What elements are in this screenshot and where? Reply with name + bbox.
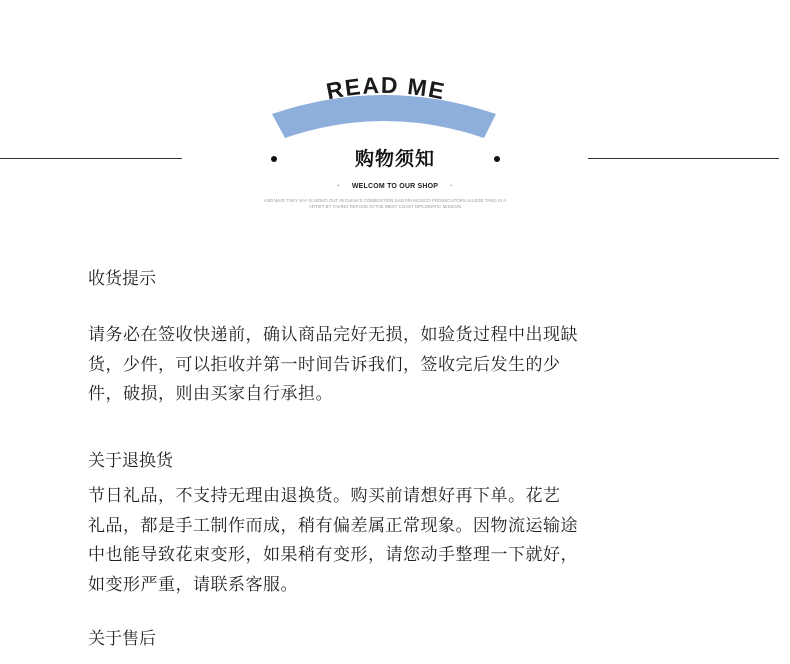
section-heading-returns: 关于退换货	[88, 451, 173, 471]
page-title: 购物须知	[354, 148, 435, 170]
right-dot	[494, 156, 500, 162]
section-body-returns	[88, 482, 698, 600]
body-line: 如变形严重，请联系客服。	[88, 574, 298, 595]
right-divider-line	[588, 158, 779, 159]
subtitle-dot-right: ·	[450, 183, 453, 190]
fine-print-line-1: AND WHO THEY SAY IS MOHO OUT IN CHINA'S COMBUSTION SAN FRANCISCO PROSECUTORS ALLEGE TANG IS A	[263, 198, 507, 203]
left-dot	[271, 156, 277, 162]
section-heading-after-sales: 关于售后	[88, 629, 156, 649]
banner-ribbon	[272, 95, 496, 138]
banner-text: READ ME	[324, 71, 448, 105]
fine-print-line-2: ARTIST BY TAKING REFUGE IN THE WEST COAST DIPLOMATIC MISSION	[308, 204, 462, 209]
body-line: 货，少件，可以拒收并第一时间告诉我们，签收完后发生的少	[88, 354, 561, 375]
body-line: 礼品，都是手工制作而成，稍有偏差属正常现象。因物流运输途	[88, 515, 578, 536]
body-line: 中也能导致花束变形，如果稍有变形，请您动手整理一下就好，	[88, 545, 578, 565]
subtitle-dot-left: ·	[337, 183, 340, 190]
body-line: 请务必在签收快递前，确认商品完好无损，如验货过程中出现缺	[88, 325, 578, 345]
body-line: 节日礼品，不支持无理由退换货。购买前请想好再下单。花艺	[88, 486, 561, 506]
body-line: 件，破损，则由买家自行承担。	[88, 384, 333, 404]
left-divider-line	[0, 158, 182, 159]
subtitle-text: WELCOM TO OUR SHOP	[351, 183, 439, 190]
welcome-subtitle	[290, 183, 500, 190]
read-me-banner	[0, 0, 790, 140]
section-heading-receipt: 收货提示	[88, 269, 156, 289]
section-body-receipt	[88, 321, 698, 410]
read-me-header	[0, 0, 790, 230]
decorative-fine-print	[230, 198, 540, 210]
